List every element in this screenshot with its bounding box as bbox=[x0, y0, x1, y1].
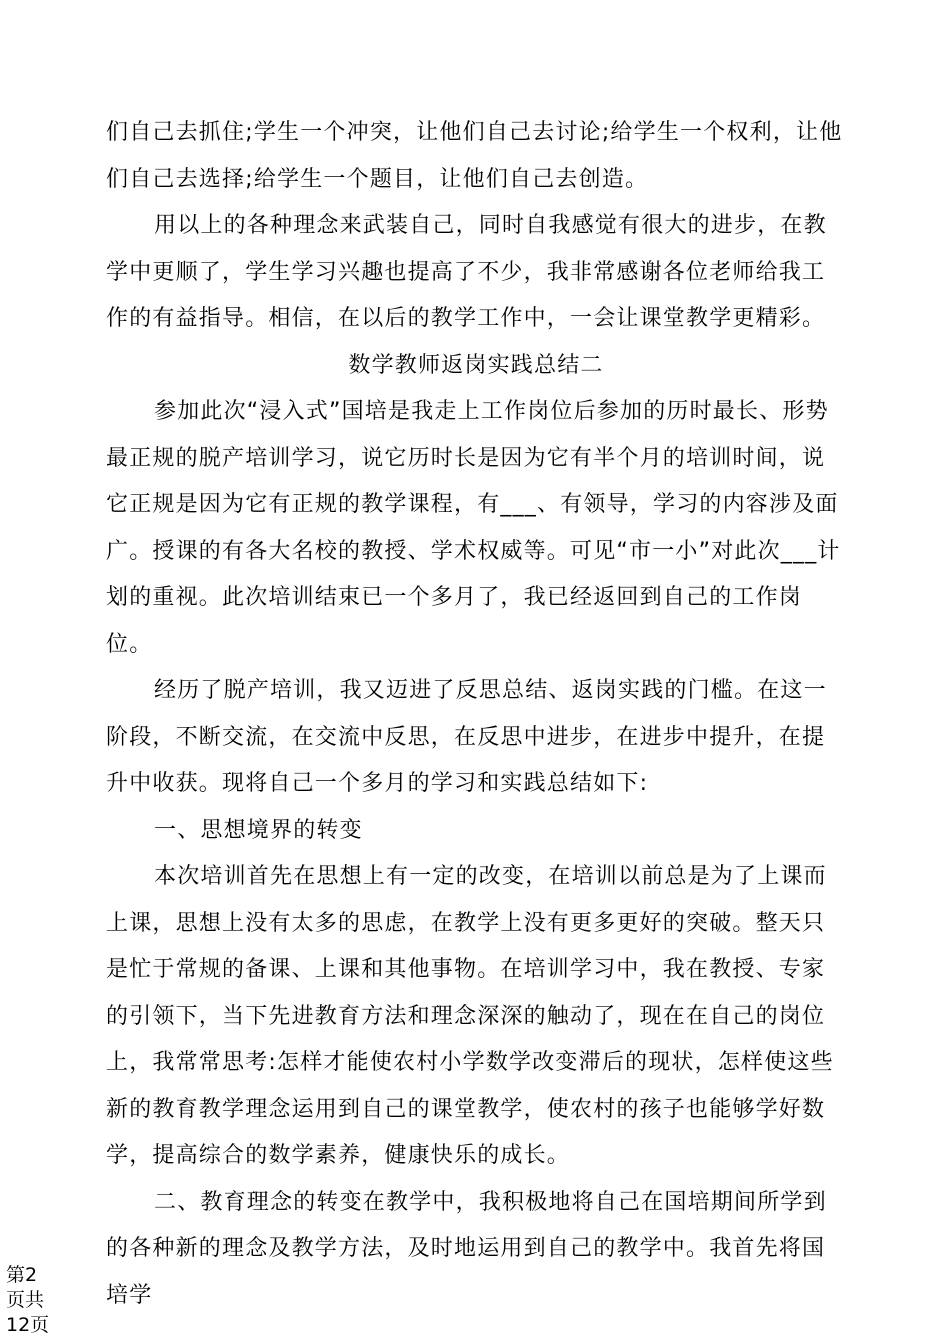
section-title: 数学教师返岗实践总结二 bbox=[348, 352, 604, 378]
page-number bbox=[6, 1263, 54, 1338]
paragraph-thought-change: 本次培训首先在思想上有一定的改变，在培训以前总是为了上课而上课，思想上没有太多的思虑，在教学上没有更多更好的突破。整天只是忙于常规的备课、上课和其他事物。在培训学习中，我在教授、专家的引领下，当下先进教育方法和理念深深的触动了，现在在自己的岗位上，我常常思考:怎样才能使农村小学数学改变滞后的现状，怎样使这些新的教育教学理念运用到自己的课堂教学，使农村的孩子也能够学好数学，提高综合的数学素养，健康快乐的成长。 bbox=[106, 864, 834, 1168]
paragraph-education-concept: 二、教育理念的转变在教学中，我积极地将自己在国培期间所学到的各种新的理念及教学方法，及时地运用到自己的教学中。我首先将国培学 bbox=[106, 1189, 827, 1308]
paragraph-summary-intro: 经历了脱产培训，我又迈进了反思总结、返岗实践的门槛。在这一阶段，不断交流，在交流中反思，在反思中进步，在进步中提升，在提升中收获。现将自己一个多月的学习和实践总结如下: bbox=[106, 678, 827, 796]
document-body bbox=[106, 110, 846, 1319]
heading-thought-change: 一、思想境界的转变 bbox=[154, 817, 363, 843]
page-number-line-3: 12页 bbox=[6, 1314, 50, 1336]
page-number-line-2: 页共 bbox=[6, 1289, 45, 1311]
page-number-line-1: 第2 bbox=[6, 1264, 38, 1286]
paragraph-training-intro: 参加此次“浸入式”国培是我走上工作岗位后参加的历时最长、形势最正规的脱产培训学习，说它历时长是因为它有半个月的培训时间，说它正规是因为它有正规的教学课程，有___、有领导，学习的内容涉及面广。授课的有各大名校的教授、学术权威等。可见“市一小”对此次___计划的重视。此次培训结束已一个多月了，我已经返回到自己的工作岗位。 bbox=[106, 399, 841, 657]
paragraph-continuation: 们自己去抓住;学生一个冲突，让他们自己去讨论;给学生一个权利，让他们自己去选择;给学生一个题目，让他们自己去创造。 bbox=[106, 120, 843, 192]
paragraph-reflection: 用以上的各种理念来武装自己，同时自我感觉有很大的进步，在教学中更顺了，学生学习兴趣也提高了不少，我非常感谢各位老师给我工作的有益指导。相信，在以后的教学工作中，一会让课堂教学更精彩。 bbox=[106, 213, 827, 331]
